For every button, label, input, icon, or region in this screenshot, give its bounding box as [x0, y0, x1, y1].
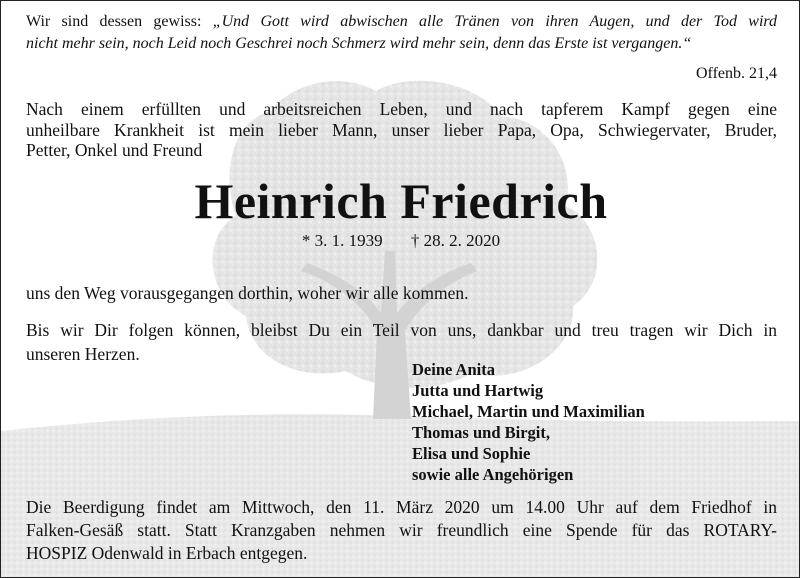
- intro-text-line-3: Petter, Onkel und Freund: [26, 140, 203, 160]
- signers-list: [412, 359, 645, 485]
- bible-quote-end: nicht mehr sein, noch Leid noch Geschrei noch Schmerz wird mehr sein, denn das Erste ist vergangen.“: [26, 35, 692, 52]
- signer: Michael, Martin und Maximilian: [412, 402, 645, 421]
- funeral-text-line-3: HOSPIZ Odenwald in Erbach entgegen.: [26, 543, 308, 563]
- passage-text: uns den Weg vorausgegangen dorthin, woher wir alle kommen.: [26, 283, 469, 303]
- bible-reference: Offenb. 21,4: [695, 65, 777, 82]
- bible-quote-start: „Und Gott wird abwischen alle Tränen von ihren Augen, und der Tod wird: [212, 13, 778, 30]
- text-layer: [1, 1, 800, 578]
- funeral-text-line-1: Die Beerdigung findet am Mittwoch, den 11. März 2020 um 14.00 Uhr auf dem Friedhof in: [26, 497, 777, 517]
- signer: Jutta und Hartwig: [412, 381, 544, 400]
- signer: Deine Anita: [412, 360, 495, 379]
- signer: sowie alle Angehörigen: [412, 465, 574, 484]
- quote-line-1: [26, 11, 777, 33]
- life-dates: [1, 230, 800, 252]
- deceased-name: Heinrich Friedrich: [194, 173, 608, 229]
- signer: Elisa und Sophie: [412, 444, 531, 463]
- death-date: † 28. 2. 2020: [410, 231, 501, 250]
- intro-text-line-2: unheilbare Krankheit ist mein lieber Mann, unser lieber Papa, Opa, Schwiegervater, Bruder,: [26, 120, 777, 140]
- signer: Thomas und Birgit,: [412, 423, 550, 442]
- quote-intro: Wir sind dessen gewiss:: [26, 13, 202, 30]
- intro-text-line-1: Nach einem erfüllten und arbeitsreichen Leben, und nach tapferem Kampf gegen eine: [26, 99, 777, 119]
- funeral-text-line-2: Falken-Gesäß statt. Statt Kranzgaben nehmen wir freundlich eine Spende für das ROTARY-: [26, 520, 777, 540]
- birth-date: * 3. 1. 1939: [301, 231, 383, 250]
- memory-text-line-2: unseren Herzen.: [26, 344, 140, 364]
- memory-text-line-1: Bis wir Dir folgen können, bleibst Du ein Teil von uns, dankbar und treu tragen wir Dich in: [26, 320, 777, 340]
